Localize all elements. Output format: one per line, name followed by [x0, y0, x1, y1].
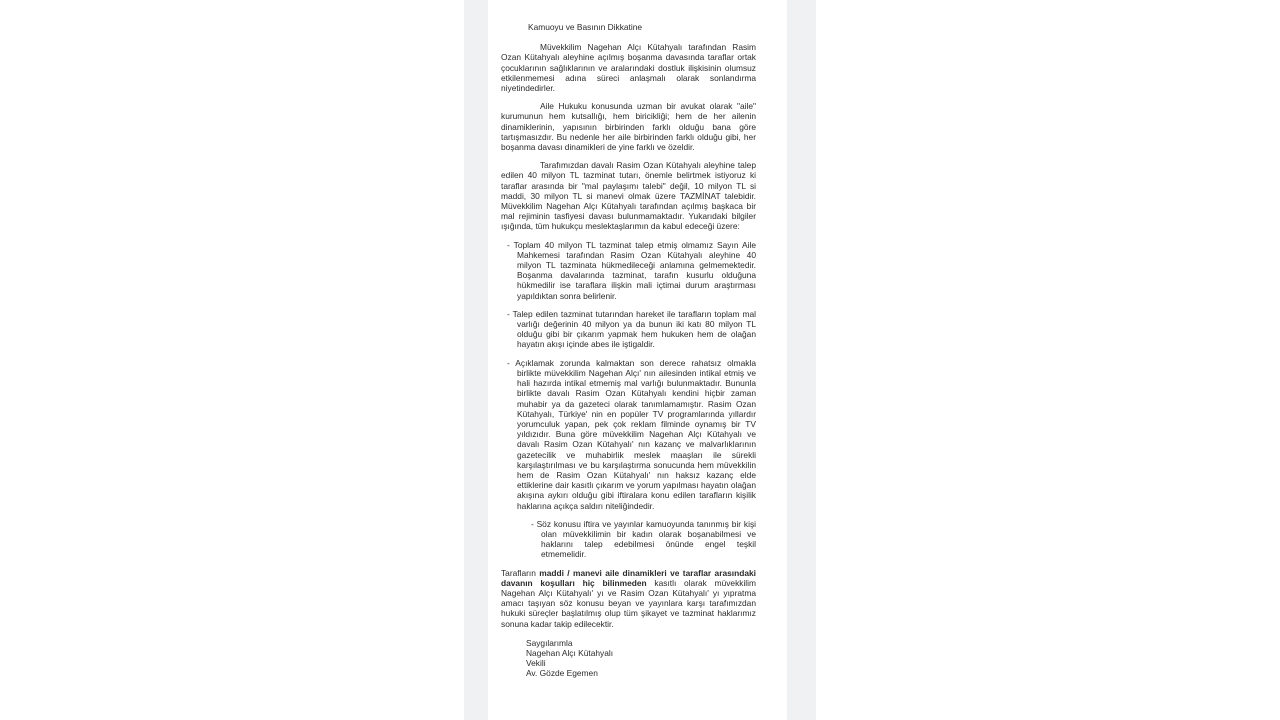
- document-page: [488, 0, 787, 720]
- signature-role: Vekili: [526, 658, 546, 669]
- document-title: Kamuoyu ve Basının Dikkatine: [528, 22, 643, 32]
- signature-client-name: Nagehan Alçı Kütahyalı: [526, 647, 614, 658]
- paragraph-family-law: Aile Hukuku konusunda uzman bir avukat olarak "aile" kurumunun hem kutsallığı, hem biricikliği; hem de her ailenin dinamiklerinin, yapısının birbirinden farklı olduğu bana göre tartışmasızdır. Bu nedenle her aile birbirinden farklı olduğu gibi, her boşanma davası dinamikleri de yine farklı ve özeldir.: [501, 101, 756, 153]
- document-content: [488, 0, 787, 679]
- bullet-item-defamation: - Söz konusu iftira ve yayınlar kamuoyunda tanınmış bir kişi olan müvekkilimin bir kadın olarak boşanabilmesi ve haklarını talep edebilmesi önünde engel teşkil etmemelidir.: [531, 518, 756, 560]
- closing-bold-emphasis: maddi / manevi aile dinamikleri ve taraflar arasındaki davanın koşulları hiç bilinmeden: [501, 567, 756, 588]
- signature-salutation: Saygılarımla: [526, 637, 573, 648]
- signature-attorney-name: Av. Gözde Egemen: [526, 668, 598, 679]
- document-photo: [464, 0, 816, 720]
- bullet-item-inheritance-career: - Açıklamak zorunda kalmaktan son derece rahatsız olmakla birlikte müvekkilim Nagehan Alçı' nın ailesinden intikal etmiş ve hali hazırda intikal etmemiş mal varlığı bulunmaktadır. Bununla birlikte davalı Rasim Ozan Kütahyalı kendini hiçbir zaman muhabir ya da gazeteci olarak tanımlamamıştır. Rasim Ozan Kütahyalı, Türkiye' nin en popüler TV programlarında yıllardır yorumculuk yapan, pek çok reklam filminde oynamış bir TV yıldızıdır. Buna göre müvekkilim Nagehan Alçı Kütahyalı ve davalı Rasim Ozan Kütahyalı' nın kazanç ve malvarlıklarının gazetecilik ve muhabirlik meslek maaşları ile sürekli karşılaştırılması ve bu karşılaştırma sonucunda hem müvekkilin hem de Rasim Ozan Kütahyalı' nın haksız kazanç elde ettiklerine dair kasıtlı çıkarım ve yorum yapılması hayatın olağan akışına aykırı olduğu gibi iftiralara konu edilen tarafların kişilik haklarına açıkça saldırı niteliğindedir.: [507, 357, 756, 511]
- closing-suffix: kasıtlı olarak müvekkilim Nagehan Alçı Kütahyalı' yı ve Rasim Ozan Kütahyalı' yı yıpratma amacı taşıyan söz konusu beyan ve yayınlara karşı tarafımızdan hukuki süreçler başlatılmış olup tüm şikayet ve tazminat haklarımız sonuna kadar takip edilecektir.: [501, 577, 756, 629]
- bullet-item-court-ruling: - Toplam 40 milyon TL tazminat talep etmiş olmamız Sayın Aile Mahkemesi tarafından Rasim Ozan Kütahyalı aleyhine 40 milyon TL tazminata hükmedileceği anlamına gelmemektedir. Boşanma davalarında tazminat, tarafın kusurlu olduğuna hükmedilir ise taraflara ilişkin mali içtimai durum araştırması yapıldıktan sonra belirlenir.: [507, 239, 756, 301]
- closing-prefix: Tarafların: [501, 567, 540, 578]
- bullet-item-wealth-inference: - Talep edilen tazminat tutarından hareket ile tarafların toplam mal varlığı değerinin 40 milyon ya da bunun iki katı 80 milyon TL olduğu gibi bir çıkarım yapmak hem hukuken hem de olağan hayatın akışı içinde abes ile iştigaldir.: [507, 308, 756, 350]
- paragraph-intro: Müvekkilim Nagehan Alçı Kütahyalı tarafından Rasim Ozan Kütahyalı aleyhine açılmış boşanma davasında taraflar ortak çocuklarının sağlıklarının ve aralarındaki dostluk ilişkisinin olumsuz etkilenmemesi adına süreci anlaşmalı olarak sonlandırma niyetindedirler.: [501, 42, 756, 94]
- paragraph-compensation: Tarafımızdan davalı Rasim Ozan Kütahyalı aleyhine talep edilen 40 milyon TL tazminat tutarı, önemle belirtmek istiyoruz ki taraflar arasında bir "mal paylaşımı talebi" değil, 10 milyon TL si maddi, 30 milyon TL si manevi olmak üzere TAZMİNAT talebidir. Müvekkilim Nagehan Alçı Kütahyalı tarafından açılmış başkaca bir mal rejiminin tasfiyesi davası bulunmamaktadır. Yukarıdaki bilgiler ışığında, tüm hukukçu meslektaşlarımın da kabul edeceği üzere:: [501, 160, 756, 232]
- closing-paragraph: [501, 568, 756, 629]
- signature-block: [526, 638, 756, 679]
